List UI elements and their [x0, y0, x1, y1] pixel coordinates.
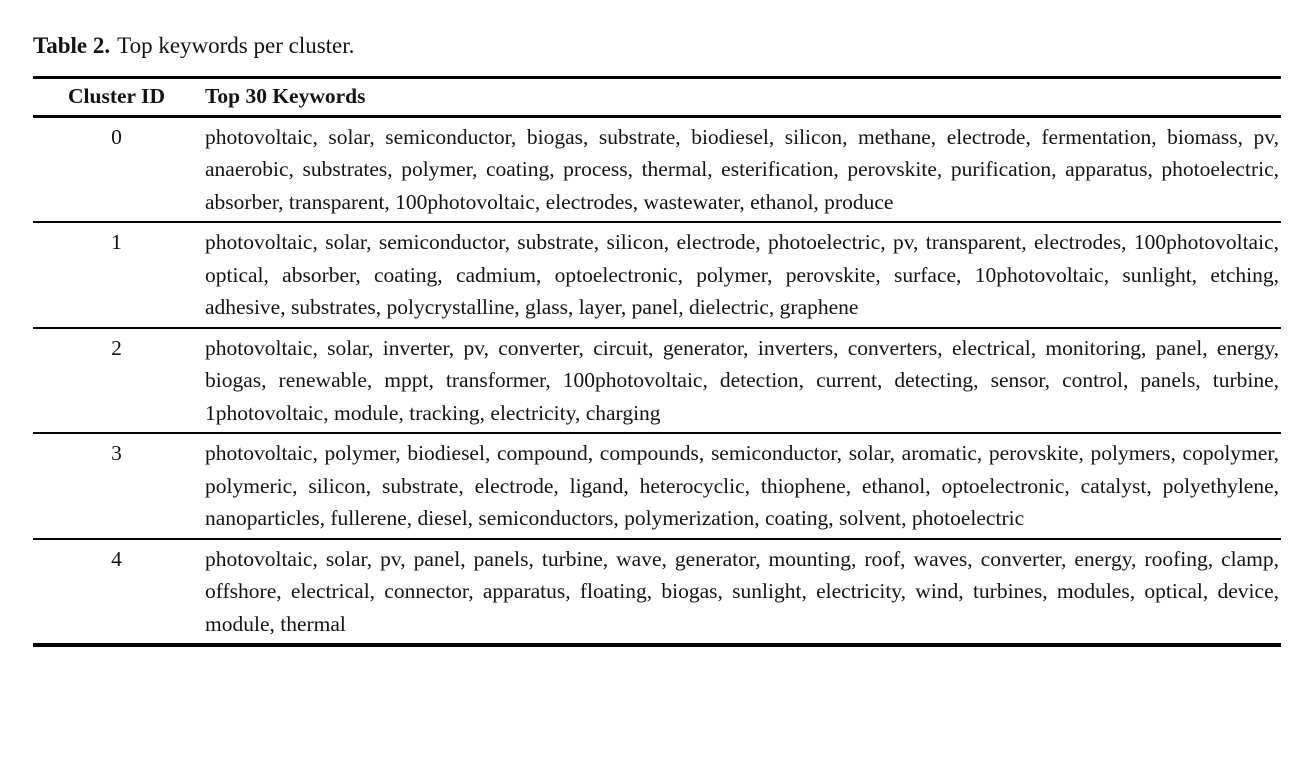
- table-row: [33, 222, 1281, 328]
- cluster-id-cell: 2: [111, 335, 122, 360]
- table-caption: [33, 32, 1281, 61]
- keywords-table: [33, 76, 1281, 648]
- cluster-id-cell: 0: [111, 124, 122, 149]
- cluster-id-cell: 1: [111, 230, 122, 255]
- table-row: [33, 116, 1281, 222]
- cluster-id-cell: 4: [111, 546, 122, 571]
- column-header-cluster-id: Cluster ID: [68, 83, 165, 108]
- keywords-cell: photovoltaic, solar, semiconductor, biogas, substrate, biodiesel, silicon, methane, electrode, fermentation, biomass, pv, anaerobic, substrates, polymer, coating, process, thermal, esterification, perovskite, purification, apparatus, photoelectric, absorber, transparent, 100photovoltaic, electrodes, wastewater, ethanol, produce: [205, 124, 1279, 214]
- column-header-keywords: Top 30 Keywords: [205, 83, 366, 108]
- table-row: [33, 433, 1281, 539]
- table-caption-text: Top keywords per cluster.: [117, 33, 355, 58]
- table-caption-label: Table 2.: [33, 33, 111, 58]
- table-header-row: [33, 77, 1281, 116]
- keywords-cell: photovoltaic, solar, pv, panel, panels, turbine, wave, generator, mounting, roof, waves, converter, energy, roofing, clamp, offshore, electrical, connector, apparatus, floating, biogas, sunlight, electricity, wind, turbines, modules, optical, device, module, thermal: [205, 546, 1279, 636]
- table-row: [33, 328, 1281, 434]
- table-row: [33, 539, 1281, 646]
- keywords-cell: photovoltaic, solar, semiconductor, substrate, silicon, electrode, photoelectric, pv, transparent, electrodes, 100photovoltaic, optical, absorber, coating, cadmium, optoelectronic, polymer, perovskite, surface, 10photovoltaic, sunlight, etching, adhesive, substrates, polycrystalline, glass, layer, panel, dielectric, graphene: [205, 230, 1279, 320]
- keywords-cell: photovoltaic, polymer, biodiesel, compound, compounds, semiconductor, solar, aromatic, perovskite, polymers, copolymer, polymeric, silicon, substrate, electrode, ligand, heterocyclic, thiophene, ethanol, optoelectronic, catalyst, polyethylene, nanoparticles, fullerene, diesel, semiconductors, polymerization, coating, solvent, photoelectric: [205, 441, 1279, 531]
- cluster-id-cell: 3: [111, 441, 122, 466]
- keywords-cell: photovoltaic, solar, inverter, pv, converter, circuit, generator, inverters, converters, electrical, monitoring, panel, energy, biogas, renewable, mppt, transformer, 100photovoltaic, detection, current, detecting, sensor, control, panels, turbine, 1photovoltaic, module, tracking, electricity, charging: [205, 335, 1279, 425]
